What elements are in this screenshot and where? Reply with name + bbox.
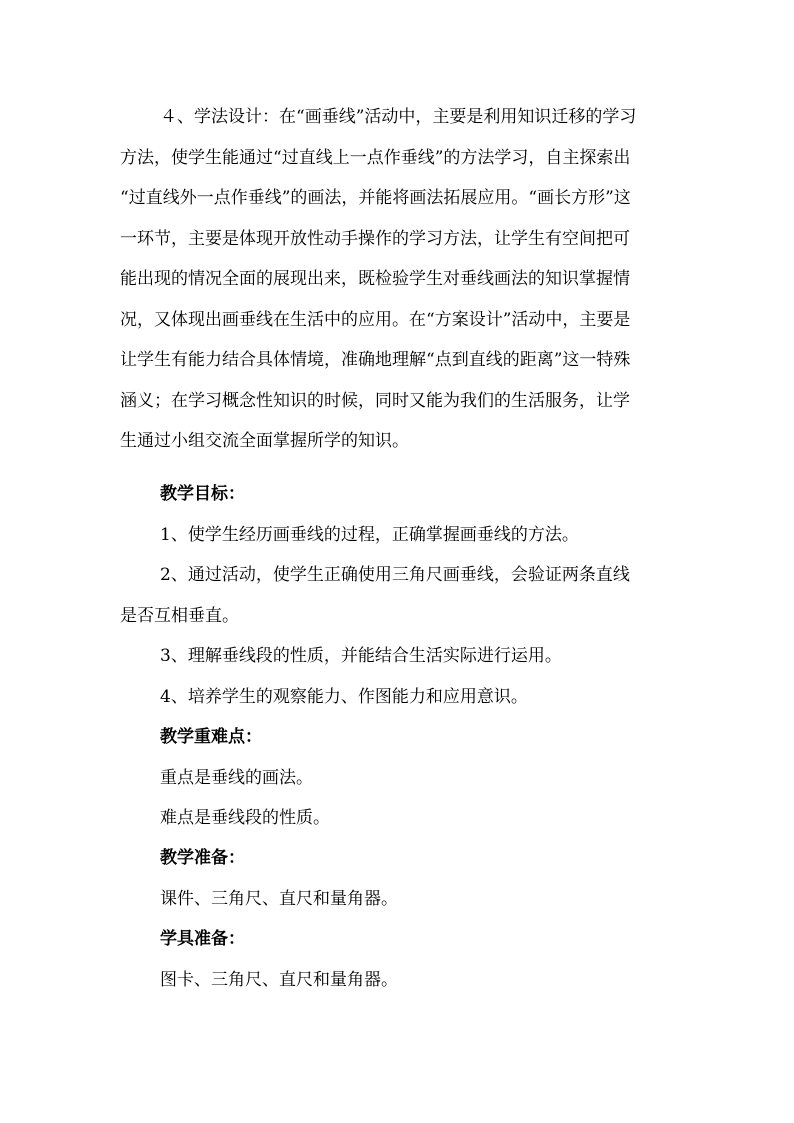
key-points-section bbox=[120, 717, 680, 839]
objectives-section bbox=[120, 474, 680, 717]
paragraph-line: “过直线外一点作垂线”的画法，并能将画法拓展应用。“画长方形”这 bbox=[120, 188, 631, 208]
teaching-prep-section bbox=[120, 838, 680, 919]
study-method-paragraph bbox=[120, 97, 680, 462]
student-prep-content: 图卡、三角尺、直尺和量角器。 bbox=[160, 969, 398, 990]
paragraph-line: 方法，使学生能通过“过直线上一点作垂线”的方法学习，自主探索出 bbox=[120, 147, 631, 168]
objective-item-1: 1、使学生经历画垂线的过程，正确掌握画垂线的方法。 bbox=[160, 524, 579, 545]
paragraph-line: 能出现的情况全面的展现出来，既检验学生对垂线画法的知识掌握情 bbox=[120, 269, 630, 289]
difficult-point: 难点是垂线段的性质。 bbox=[160, 808, 330, 828]
objective-item-3: 3、理解垂线段的性质，并能结合生活实际进行运用。 bbox=[160, 646, 562, 666]
paragraph-line: ４、学法设计：在“画垂线”活动中，主要是利用知识迁移的学习 bbox=[160, 107, 637, 127]
paragraph-line: 生通过小组交流全面掌握所学的知识。 bbox=[120, 431, 409, 451]
paragraph-line: 涵义；在学习概念性知识的时候，同时又能为我们的生活服务，让学 bbox=[120, 390, 630, 411]
objectives-heading: 教学目标： bbox=[160, 484, 245, 504]
key-point: 重点是垂线的画法。 bbox=[160, 767, 313, 788]
paragraph-line: 一环节，主要是体现开放性动手操作的学习方法，让学生有空间把可 bbox=[120, 228, 630, 249]
key-points-heading: 教学重难点： bbox=[160, 727, 262, 747]
teaching-prep-content: 课件、三角尺、直尺和量角器。 bbox=[160, 888, 398, 909]
objective-item-2-continued: 是否互相垂直。 bbox=[120, 605, 239, 626]
paragraph-line: 让学生有能力结合具体情境，准确地理解“点到直线的距离”这一特殊 bbox=[120, 350, 631, 370]
student-prep-heading: 学具准备： bbox=[160, 929, 245, 949]
objective-item-2: 2、通过活动，使学生正确使用三角尺画垂线，会验证两条直线 bbox=[160, 565, 630, 585]
objective-item-4: 4、培养学生的观察能力、作图能力和应用意识。 bbox=[160, 686, 528, 707]
paragraph-line: 况，又体现出画垂线在生活中的应用。在“方案设计”活动中，主要是 bbox=[120, 309, 631, 330]
teaching-prep-heading: 教学准备： bbox=[160, 848, 245, 868]
student-prep-section bbox=[120, 919, 680, 1000]
